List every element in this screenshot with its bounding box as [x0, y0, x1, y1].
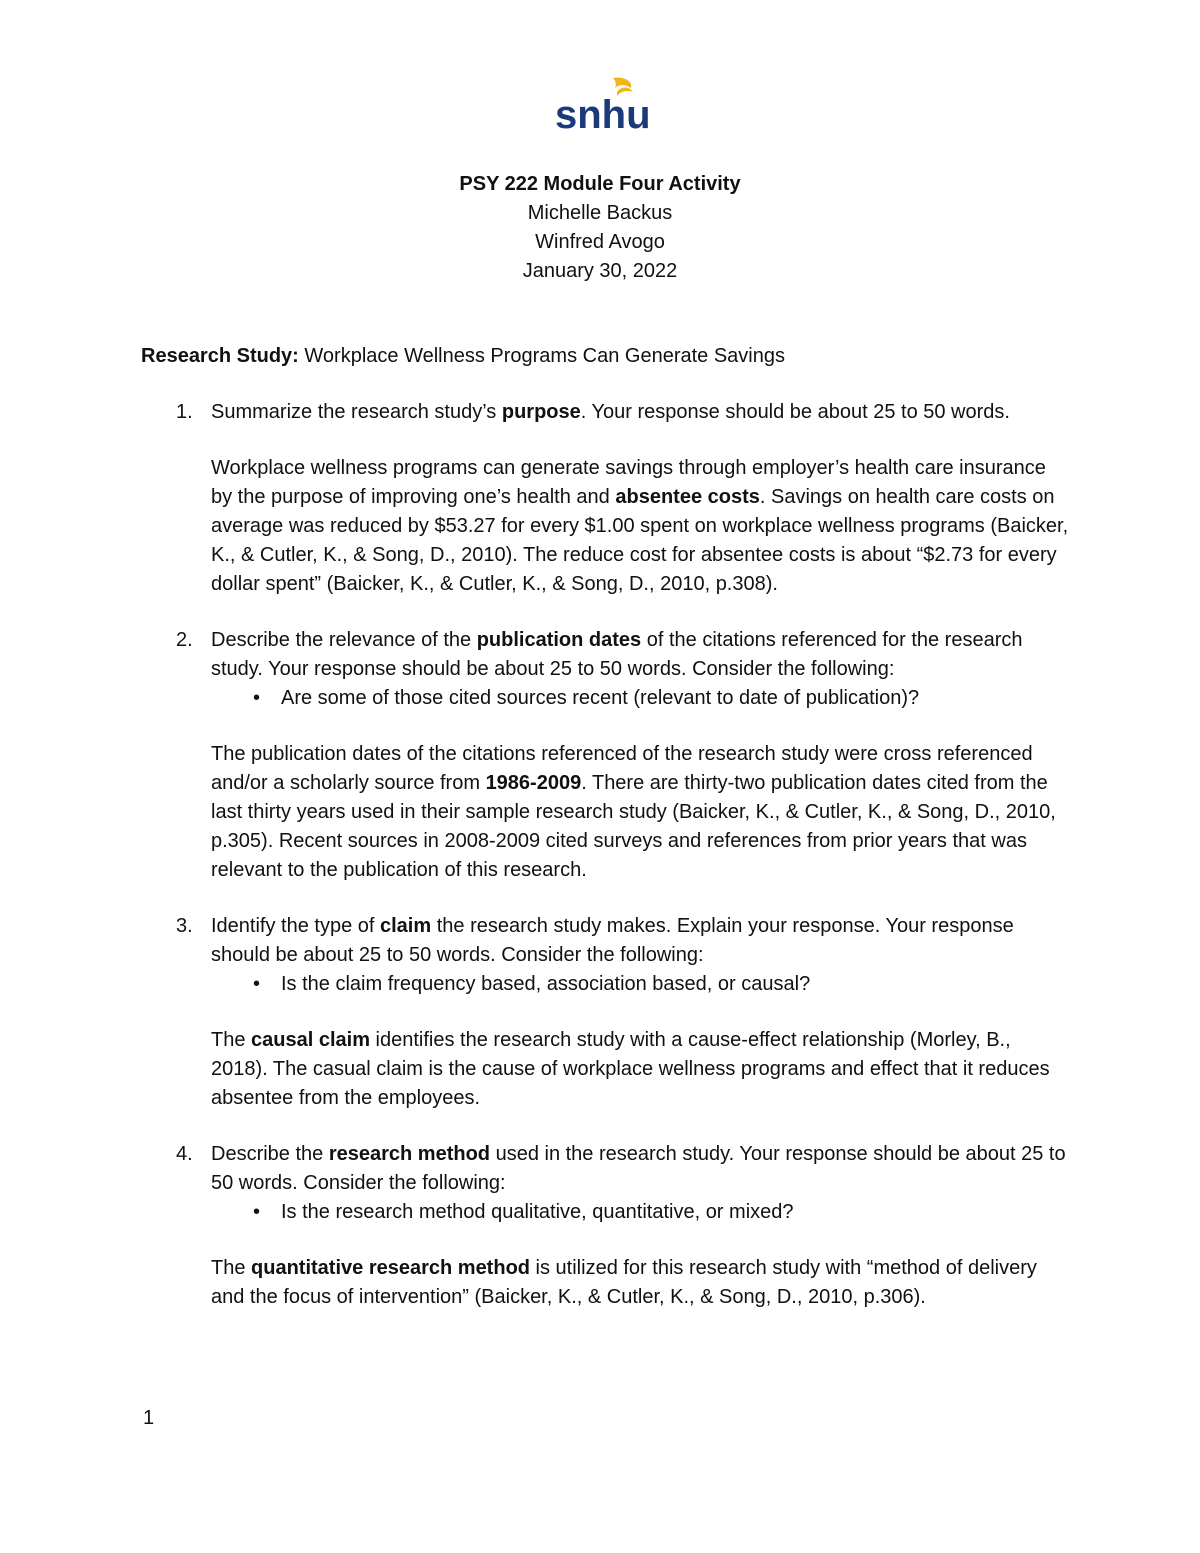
- question-list: [141, 398, 1071, 1339]
- title-block: [0, 170, 1200, 286]
- instructor-name: Winfred Avogo: [535, 231, 665, 253]
- answer-text: The causal claim identifies the research study with a cause-effect relationship (Morley, B., 2018). The casual claim is the cause of workplace wellness programs and effect that it reduces absentee from the employees.: [211, 1029, 1050, 1109]
- bullet-icon: •: [253, 687, 261, 709]
- bullet-icon: •: [253, 973, 261, 995]
- question-prompt: Describe the relevance of the publication dates of the citations referenced for the research study. Your response should be about 25 to 50 words. Consider the following:: [211, 629, 1023, 680]
- question-prompt: Summarize the research study’s purpose. Your response should be about 25 to 50 words.: [211, 401, 1010, 423]
- research-study-title: Workplace Wellness Programs Can Generate Savings: [298, 345, 785, 367]
- research-study-label: Research Study:: [141, 345, 299, 367]
- student-name: Michelle Backus: [527, 202, 673, 224]
- question-2: [141, 626, 1071, 885]
- question-3: [141, 912, 1071, 1113]
- bullet-icon: •: [253, 1201, 261, 1223]
- document-title: PSY 222 Module Four Activity: [459, 173, 741, 195]
- question-number: 2.: [176, 629, 193, 651]
- logo-text: snhu: [555, 93, 651, 137]
- flame-icon: [613, 78, 631, 88]
- page-number: 1: [143, 1407, 155, 1429]
- question-number: 3.: [176, 915, 193, 937]
- bullet-item: [211, 684, 1071, 713]
- answer-text: The quantitative research method is utilized for this research study with “method of delivery and the focus of intervention” (Baicker, K., & Cutler, K., & Song, D., 2010, p.306).: [211, 1257, 1037, 1308]
- snhu-logo-icon: [555, 74, 651, 137]
- question-prompt: Identify the type of claim the research study makes. Explain your response. Your response should be about 25 to 50 words. Consider the following:: [211, 915, 1014, 966]
- answer-text: Workplace wellness programs can generate savings through employer’s health care insurance by the purpose of improving one’s health and absentee costs. Savings on health care costs on average was reduced by $53.27 for every $1.00 spent on workplace wellness programs (Baicker, K., & Cutler, K., & Song, D., 2010). The reduce cost for absentee costs is about “$2.73 for every dollar spent” (Baicker, K., & Cutler, K., & Song, D., 2010, p.308).: [211, 457, 1069, 595]
- snhu-logo: [555, 74, 651, 137]
- research-study-line: [141, 342, 785, 371]
- answer-text: The publication dates of the citations referenced of the research study were cross referenced and/or a scholarly source from 1986-2009. There are thirty-two publication dates cited from the last thirty years used in their sample research study (Baicker, K., & Cutler, K., & Song, D., 2010, p.305). Recent sources in 2008-2009 cited surveys and references from prior years that was relevant to the publication of this research.: [211, 743, 1056, 881]
- question-number: 4.: [176, 1143, 193, 1165]
- question-number: 1.: [176, 401, 193, 423]
- bullet-text: Are some of those cited sources recent (relevant to date of publication)?: [281, 687, 920, 709]
- document-date: January 30, 2022: [522, 260, 678, 282]
- question-1: [141, 398, 1071, 599]
- bullet-item: [211, 970, 1071, 999]
- question-prompt: Describe the research method used in the research study. Your response should be about 25 to 50 words. Consider the following:: [211, 1143, 1066, 1194]
- question-4: [141, 1140, 1071, 1312]
- bullet-text: Is the research method qualitative, quantitative, or mixed?: [281, 1201, 794, 1223]
- bullet-item: [211, 1198, 1071, 1227]
- bullet-text: Is the claim frequency based, association based, or causal?: [281, 973, 811, 995]
